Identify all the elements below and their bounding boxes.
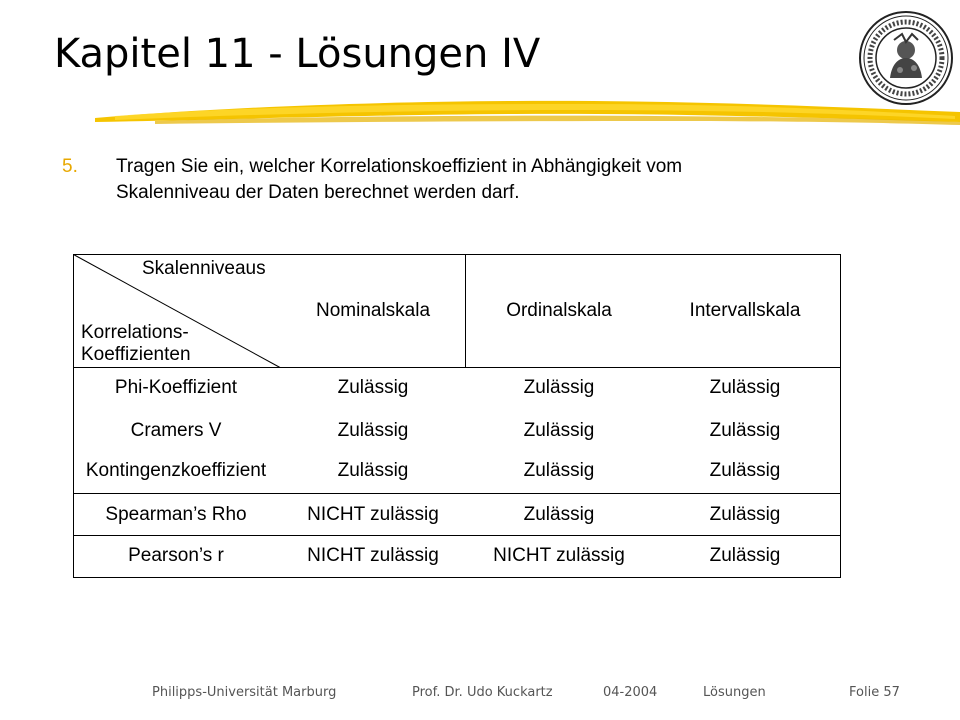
cell-phi-nominal: Zulässig xyxy=(337,377,409,398)
question-number: 5. xyxy=(62,156,78,177)
row-label-spearman: Spearman’s Rho xyxy=(105,504,247,525)
row-label-kontingenz: Kontingenzkoeffizient xyxy=(85,460,267,481)
row-label-cramers-v: Cramers V xyxy=(130,420,222,441)
corner-label-koeffizienten: Koeffizienten xyxy=(81,344,191,365)
cell-spearman-nominal: NICHT zulässig xyxy=(307,504,439,525)
cell-cramers-nominal: Zulässig xyxy=(337,420,409,441)
cell-phi-ordinal: Zulässig xyxy=(523,377,595,398)
question-text xyxy=(62,154,862,206)
question-line-1: Tragen Sie ein, welcher Korrelationskoeffizient in Abhängigkeit vom xyxy=(116,156,683,177)
row-label-phi: Phi-Koeffizient xyxy=(114,377,238,398)
footer-slide-number: Folie 57 xyxy=(849,685,900,700)
footer-section: Lösungen xyxy=(703,685,766,700)
column-header-interval: Intervallskala xyxy=(689,300,801,321)
footer-date: 04-2004 xyxy=(603,685,658,700)
cell-pearson-ordinal: NICHT zulässig xyxy=(493,545,625,566)
cell-phi-interval: Zulässig xyxy=(709,377,781,398)
cell-cramers-interval: Zulässig xyxy=(709,420,781,441)
corner-label-skalenniveaus: Skalenniveaus xyxy=(142,258,266,279)
cell-pearson-interval: Zulässig xyxy=(709,545,781,566)
cell-kontingenz-interval: Zulässig xyxy=(709,460,781,481)
column-header-nominal: Nominalskala xyxy=(315,300,431,321)
brush-underline xyxy=(95,92,960,132)
question-line-2: Skalenniveau der Daten berechnet werden darf. xyxy=(116,182,520,203)
corner-label-korrelations: Korrelations- xyxy=(81,322,189,343)
cell-kontingenz-ordinal: Zulässig xyxy=(523,460,595,481)
cell-cramers-ordinal: Zulässig xyxy=(523,420,595,441)
cell-spearman-ordinal: Zulässig xyxy=(523,504,595,525)
column-header-ordinal: Ordinalskala xyxy=(506,300,612,321)
footer-author: Prof. Dr. Udo Kuckartz xyxy=(412,685,553,700)
university-seal-icon xyxy=(858,10,954,106)
cell-pearson-nominal: NICHT zulässig xyxy=(307,545,439,566)
row-label-pearson: Pearson’s r xyxy=(128,545,224,566)
cell-spearman-interval: Zulässig xyxy=(709,504,781,525)
slide-title: Kapitel 11 - Lösungen IV xyxy=(54,31,541,77)
footer-university: Philipps-Universität Marburg xyxy=(152,685,337,700)
cell-kontingenz-nominal: Zulässig xyxy=(337,460,409,481)
